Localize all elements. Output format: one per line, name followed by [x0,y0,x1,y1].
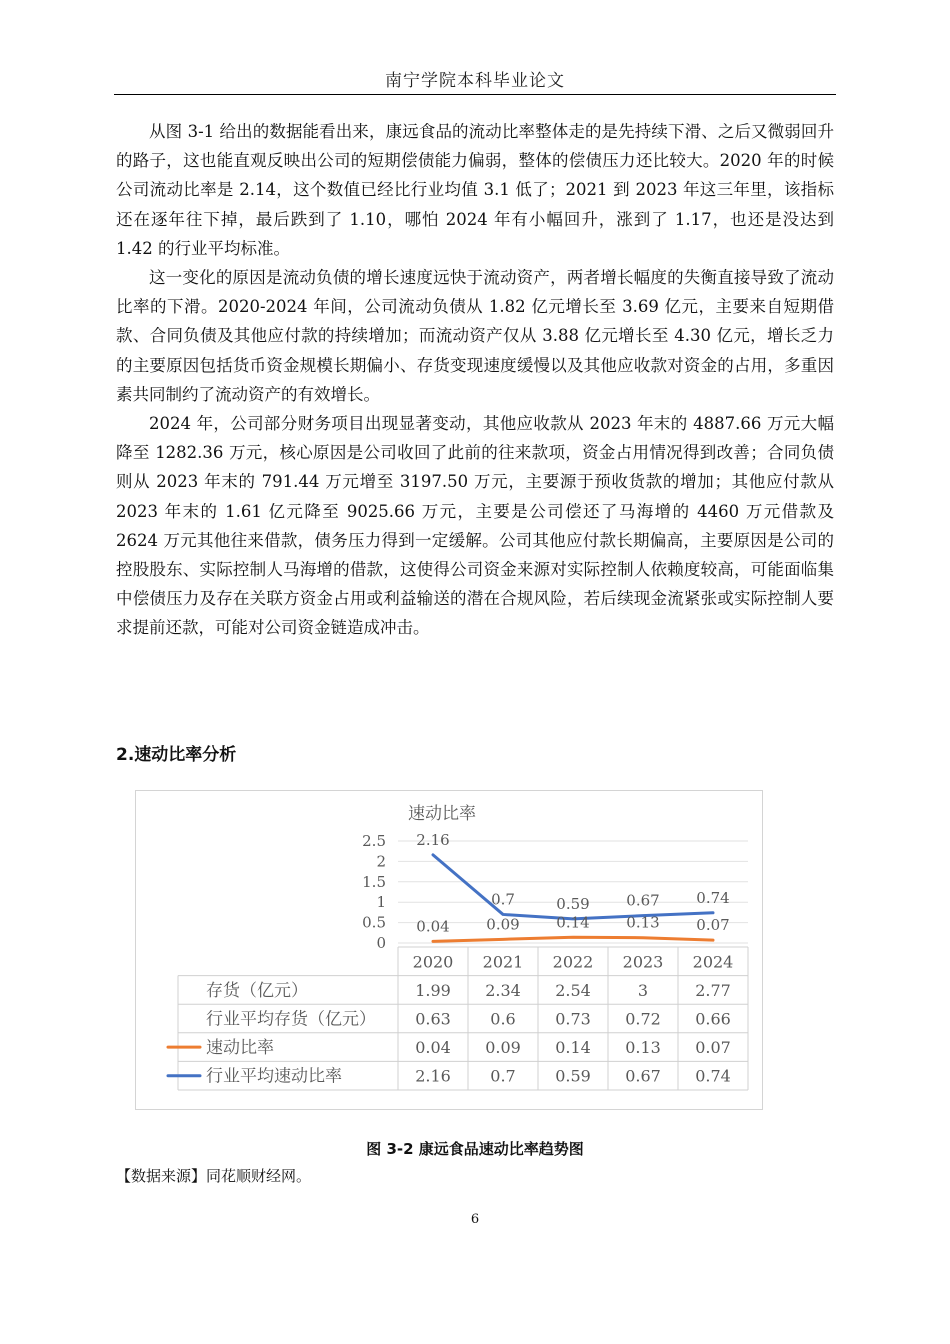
y-tick-label: 2.5 [362,832,386,850]
x-tick-label: 2024 [692,952,734,972]
data-label: 0.13 [626,913,660,932]
quick-ratio-chart [135,790,763,1110]
table-cell: 3 [637,980,649,1000]
x-tick-label: 2020 [412,952,454,972]
data-source-note: 【数据来源】同花顺财经网。 [116,1167,312,1185]
x-tick-label: 2023 [622,952,664,972]
y-tick-label: 1.5 [362,872,386,891]
table-cell: 0.04 [415,1038,451,1058]
page-header: 南宁学院本科毕业论文 [385,71,565,91]
table-cell: 2.34 [485,980,521,1000]
table-cell: 0.07 [695,1038,731,1058]
table-cell: 0.72 [625,1009,661,1029]
y-tick-label: 0 [376,934,386,952]
data-label: 0.14 [556,913,590,932]
figure-caption: 图 3-2 康远食品速动比率趋势图 [366,1140,584,1158]
table-row-label: 行业平均存货（亿元） [206,1009,376,1030]
table-cell: 2.54 [555,980,591,1000]
section-heading: 2.速动比率分析 [116,745,237,765]
y-tick-label: 0.5 [362,913,386,932]
table-row-label: 速动比率 [206,1038,274,1059]
table-row-label: 行业平均速动比率 [206,1066,342,1087]
data-label: 0.67 [626,891,660,910]
data-label: 0.59 [556,894,590,913]
y-tick-label: 1 [376,893,386,912]
paragraph-2: 这一变化的原因是流动负债的增长速度远快于流动资产，两者增长幅度的失衡直接导致了流动比率的下滑。2020-2024 年间，公司流动负债从 1.82 亿元增长至 3.69 亿元，主要来自短期借款、合同负债及其他应付款的持续增加；而流动资产仅从 3.88 亿元增长至 4.30 亿元，增长乏力的主要原因包括货币资金规模长期偏小、存货变现速度缓慢以及其他应收款对资金的占用，多重因素共同制约了流动资产的有效增长。 [116,268,834,404]
table-cell: 0.66 [695,1009,731,1029]
table-row-label: 存货（亿元） [206,980,308,1001]
paragraph-1: 从图 3-1 给出的数据能看出来，康远食品的流动比率整体走的是先持续下滑、之后又微弱回升的路子，这也能直观反映出公司的短期偿债能力偏弱，整体的偿债压力还比较大。2020 年的时候公司流动比率是 2.14，这个数值已经比行业均值 3.1 低了；2021 到 2023 年这三年里，该指标还在逐年往下掉，最后跌到了 1.10，哪怕 2024 年有小幅回升，涨到了 1.17，也还是没达到 1.42 的行业平均标准。 [116,122,834,258]
table-cell: 1.99 [415,980,451,1000]
data-label: 0.09 [486,915,520,934]
page-number: 6 [470,1212,480,1227]
table-cell: 0.63 [415,1009,451,1029]
x-tick-label: 2021 [482,952,524,972]
table-cell: 0.67 [625,1066,661,1086]
body-text [116,117,834,643]
series-line-1 [433,937,713,941]
data-label: 0.07 [696,916,730,935]
chart-svg [136,791,762,1109]
paragraph-3: 2024 年，公司部分财务项目出现显著变动，其他应收款从 2023 年末的 4887.66 万元大幅降至 1282.36 万元，核心原因是公司收回了此前的往来款项，资金占用情况得到改善；合同负债则从 2023 年末的 791.44 万元增至 3197.50 万元，主要源于预收货款的增加；其他应付款从 2023 年末的 1.61 亿元降至 9025.66 万元，主要是公司偿还了马海增的 4460 万元借款及 2624 万元其他往来借款，债务压力得到一定缓解。公司其他应付款长期偏高，主要原因是公司的控股股东、实际控制人马海增的借款，这使得公司资金来源对实际控制人依赖度较高，可能面临集中偿债压力及存在关联方资金占用或利益输送的潜在合规风险，若后续现金流紧张或实际控制人要求提前还款，可能对公司资金链造成冲击。 [116,414,834,638]
chart-title: 速动比率 [408,804,476,824]
header-rule [114,94,836,95]
table-cell: 2.77 [695,980,731,1000]
table-cell: 0.09 [485,1038,521,1058]
table-cell: 0.59 [555,1066,591,1086]
data-label: 2.16 [416,830,450,849]
table-cell: 0.74 [695,1066,731,1086]
data-label: 0.7 [491,890,515,909]
table-cell: 0.7 [490,1066,516,1086]
table-cell: 2.16 [415,1066,451,1086]
data-label: 0.74 [696,888,730,907]
data-label: 0.04 [416,917,450,936]
table-cell: 0.13 [625,1038,661,1058]
y-tick-label: 2 [376,852,386,871]
table-cell: 0.73 [555,1009,591,1029]
table-cell: 0.14 [555,1038,591,1058]
table-cell: 0.6 [490,1009,516,1029]
x-tick-label: 2022 [552,952,594,972]
